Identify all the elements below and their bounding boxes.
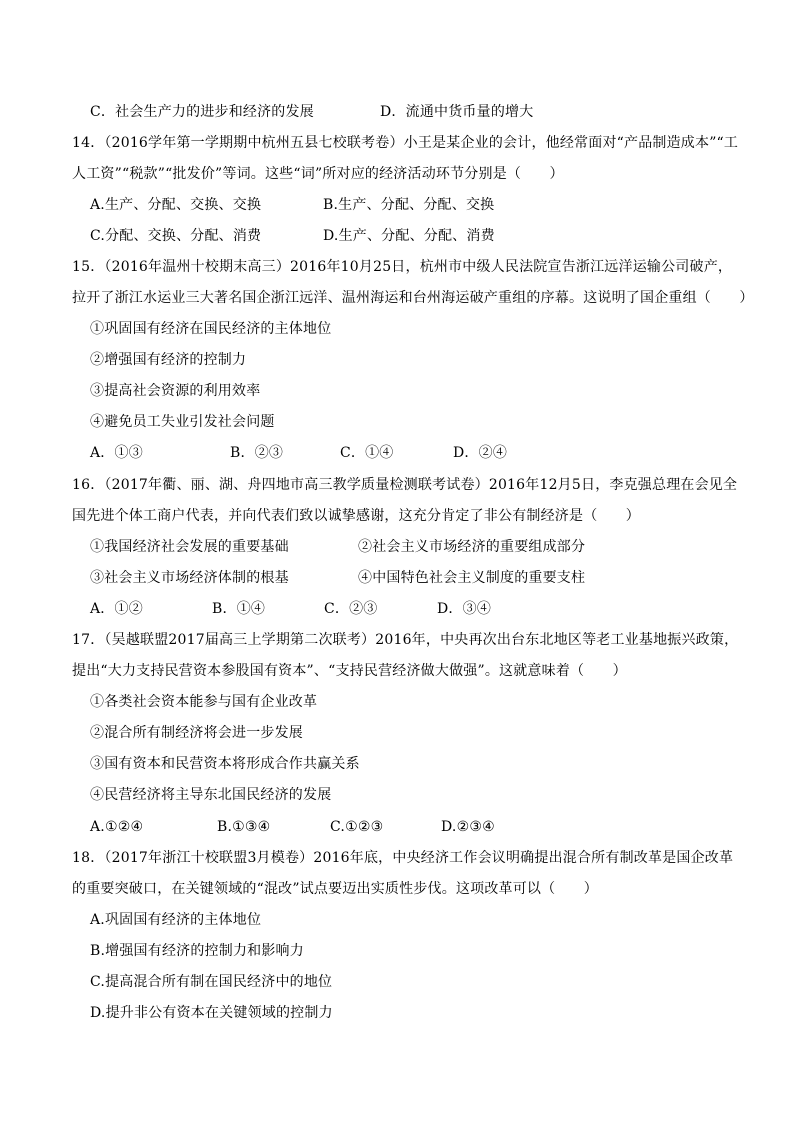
q18-option-c: C.提高混合所有制在国民经济中的地位 [90,974,333,990]
q18-stem-line2: 的重要突破口，在关键领域的“混改”试点要迈出实质性步伐。这项改革可以（ ） [72,881,598,897]
q17-item-3: ③国有资本和民营资本将形成合作共赢关系 [90,756,360,772]
q15-option-b: B．②③ [230,445,284,461]
q15-option-a: A．①③ [90,445,143,461]
q13-option-d: D．流通中货币量的增大 [380,104,534,120]
q14-option-a: A.生产、分配、交换、交换 [90,197,262,213]
q18-option-b: B.增强国有经济的控制力和影响力 [90,943,304,959]
q16-item-1: ①我国经济社会发展的重要基础 [90,539,289,555]
q16-stem-line1: 16．（2017年衢、丽、湖、舟四地市高三教学质量检测联考试卷）2016年12月5日，李克强总理在会见全 [72,477,738,493]
q17-item-4: ④民营经济将主导东北国民经济的发展 [90,787,332,803]
q17-item-1: ①各类社会资本能参与国有企业改革 [90,694,318,710]
q16-option-a: A．①② [90,601,143,617]
q15-stem-line2: 拉开了浙江水运业三大著名国企浙江远洋、温州海运和台州海运破产重组的序幕。这说明了国企重组（ ） [72,290,754,306]
q15-item-2: ②增强国有经济的控制力 [90,352,247,368]
q14-option-d: D.生产、分配、分配、消费 [323,228,495,244]
q17-option-b: B.①③④ [217,819,271,835]
q17-option-d: D.②③④ [441,819,495,835]
q16-option-b: B．①④ [212,601,266,617]
q16-item-3: ③社会主义市场经济体制的根基 [90,570,289,586]
q16-item-4: ④中国特色社会主义制度的重要支柱 [358,570,586,586]
q14-stem-line2: 人工资”“税款”“批发价”等词。这些“词”所对应的经济活动环节分别是（ ） [72,166,564,182]
q18-option-a: A.巩固国有经济的主体地位 [90,912,262,928]
q17-stem-line2: 提出“大力支持民营资本参股国有资本”、“支持民营经济做大做强”。这就意味着（ ） [72,663,627,679]
q17-option-c: C.①②③ [330,819,384,835]
q16-option-d: D．③④ [437,601,492,617]
q15-option-c: C．①④ [340,445,394,461]
q14-stem-line1: 14．（2016学年第一学期期中杭州五县七校联考卷）小王是某企业的会计，他经常面对“产品制造成本”“工 [72,135,739,151]
q15-option-d: D．②④ [453,445,508,461]
q16-option-c: C．②③ [324,601,378,617]
q17-stem-line1: 17．（吴越联盟2017届高三上学期第二次联考）2016年，中央再次出台东北地区等老工业基地振兴政策， [72,632,739,648]
q14-option-b: B.生产、分配、分配、交换 [323,197,495,213]
q13-option-c: C．社会生产力的进步和经济的发展 [90,104,314,120]
q15-item-3: ③提高社会资源的利用效率 [90,383,261,399]
q15-item-1: ①巩固国有经济在国民经济的主体地位 [90,321,332,337]
q17-item-2: ②混合所有制经济将会进一步发展 [90,725,303,741]
q16-item-2: ②社会主义市场经济的重要组成部分 [358,539,586,555]
q16-stem-line2: 国先进个体工商户代表，并向代表们致以诚挚感谢，这充分肯定了非公有制经济是（ ） [72,508,640,524]
q18-option-d: D.提升非公有资本在关键领域的控制力 [90,1005,333,1021]
q18-stem-line1: 18．（2017年浙江十校联盟3月模卷）2016年底，中央经济工作会议明确提出混合所有制改革是国企改革 [72,850,734,866]
q17-option-a: A.①②④ [90,819,144,835]
q15-stem-line1: 15．（2016年温州十校期末高三）2016年10月25日，杭州市中级人民法院宣告浙江远洋运输公司破产， [72,259,733,275]
q14-option-c: C.分配、交换、分配、消费 [90,228,262,244]
q15-item-4: ④避免员工失业引发社会问题 [90,414,275,430]
